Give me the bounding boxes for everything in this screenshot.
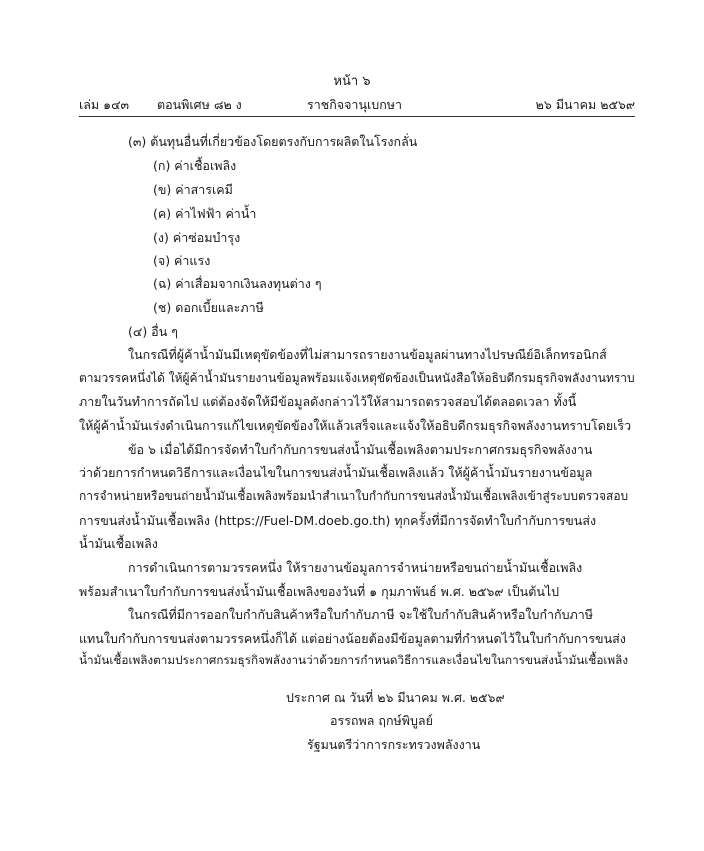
paragraph-line: น้ำมันเชื้อเพลิง [79, 536, 158, 551]
header-rule [79, 116, 635, 117]
list-item-4: (๔) อื่น ๆ [128, 324, 178, 339]
list-subitem-kho: (ข) ค่าสารเคมี [153, 182, 233, 197]
header-volume: เล่ม ๑๔๓ [79, 97, 130, 112]
signatory-name: อรรถพล ฤกษ์พิบูลย์ [330, 713, 433, 728]
paragraph-line: ในกรณีที่มีการออกใบกำกับสินค้าหรือใบกำกับภาษี จะใช้ใบกำกับสินค้าหรือใบกำกับภาษี [128, 607, 594, 622]
header-date: ๒๖ มีนาคม ๒๕๖๙ [535, 97, 635, 112]
page-number: หน้า ๖ [333, 74, 371, 89]
list-subitem-kho-khon: (ค) ค่าไฟฟ้า ค่าน้ำ [153, 206, 257, 221]
signatory-title: รัฐมนตรีว่าการกระทรวงพลังงาน [307, 737, 481, 752]
paragraph-line: การจำหน่ายหรือขนถ่ายน้ำมันเชื้อเพลิงพร้อมนำสำเนาใบกำกับการขนส่งน้ำมันเชื้อเพลิงเข้าสู่ระบบตรวจสอบ [79, 489, 629, 503]
page-header [79, 95, 635, 115]
paragraph-line: ในกรณีที่ผู้ค้าน้ำมันมีเหตุขัดข้องที่ไม่สามารถรายงานข้อมูลผ่านทางไปรษณีย์อิเล็กทรอนิกส์ [128, 347, 607, 362]
list-item-3: (๓) ต้นทุนอื่นที่เกี่ยวข้องโดยตรงกับการผลิตในโรงกลั่น [128, 134, 418, 149]
list-subitem-chor: (ฉ) ค่าเสื่อมจากเงินลงทุนต่าง ๆ [153, 276, 322, 291]
list-subitem-cho: (จ) ค่าแรง [153, 253, 211, 268]
paragraph-line: ว่าด้วยการกำหนดวิธีการและเงื่อนไขในการขนส่งน้ำมันเชื้อเพลิงแล้ว ให้ผู้ค้าน้ำมันรายงานข้อมูล [79, 465, 593, 480]
list-subitem-ka: (ก) ค่าเชื้อเพลิง [153, 158, 237, 173]
clause-6-line: ข้อ ๖ เมื่อได้มีการจัดทำใบกำกับการขนส่งน้ำมันเชื้อเพลิงตามประกาศกรมธุรกิจพลังงาน [128, 442, 593, 457]
header-gazette: ราชกิจจานุเบกษา [307, 97, 403, 112]
paragraph-line: ภายในวันทำการถัดไป แต่ต้องจัดให้มีข้อมูลดังกล่าวไว้ให้สามารถตรวจสอบได้ตลอดเวลา ทั้งนี้ [79, 394, 577, 409]
paragraph-line: การดำเนินการตามวรรคหนึ่ง ให้รายงานข้อมูลการจำหน่ายหรือขนถ่ายน้ำมันเชื้อเพลิง [128, 560, 583, 575]
list-subitem-chaw: (ช) ดอกเบี้ยและภาษี [153, 300, 264, 315]
announcement-date: ประกาศ ณ วันที่ ๒๖ มีนาคม พ.ศ. ๒๕๖๙ [286, 690, 505, 705]
paragraph-line: แทนใบกำกับการขนส่งตามวรรคหนึ่งก็ได้ แต่อย่างน้อยต้องมีข้อมูลตามที่กำหนดไว้ในใบกำกับการขนส่ง [79, 631, 626, 646]
list-subitem-ngo: (ง) ค่าซ่อมบำรุง [153, 230, 241, 245]
paragraph-line: น้ำมันเชื้อเพลิงตามประกาศกรมธุรกิจพลังงานว่าด้วยการกำหนดวิธีการและเงื่อนไขในการขนส่งน้ำมันเชื้อเพลิง [79, 653, 629, 667]
paragraph-line: ตามวรรคหนึ่งได้ ให้ผู้ค้าน้ำมันรายงานข้อมูลพร้อมแจ้งเหตุขัดข้องเป็นหนังสือให้อธิบดีกรมธุรกิจพลังงานทราบ [79, 371, 635, 385]
header-section: ตอนพิเศษ ๘๒ ง [157, 97, 242, 112]
paragraph-line: ให้ผู้ค้าน้ำมันเร่งดำเนินการแก้ไขเหตุขัดข้องให้แล้วเสร็จและแจ้งให้อธิบดีกรมธุรกิจพลังงานทราบโดยเร็ว [79, 418, 632, 433]
paragraph-line: พร้อมสำเนาใบกำกับการขนส่งน้ำมันเชื้อเพลิงของวันที่ ๑ กุมภาพันธ์ พ.ศ. ๒๕๖๙ เป็นต้นไป [79, 584, 560, 599]
paragraph-line-with-url: การขนส่งน้ำมันเชื้อเพลิง (https://Fuel-DM.doeb.go.th) ทุกครั้งที่มีการจัดทำใบกำกับการขนส่ง [79, 513, 597, 528]
